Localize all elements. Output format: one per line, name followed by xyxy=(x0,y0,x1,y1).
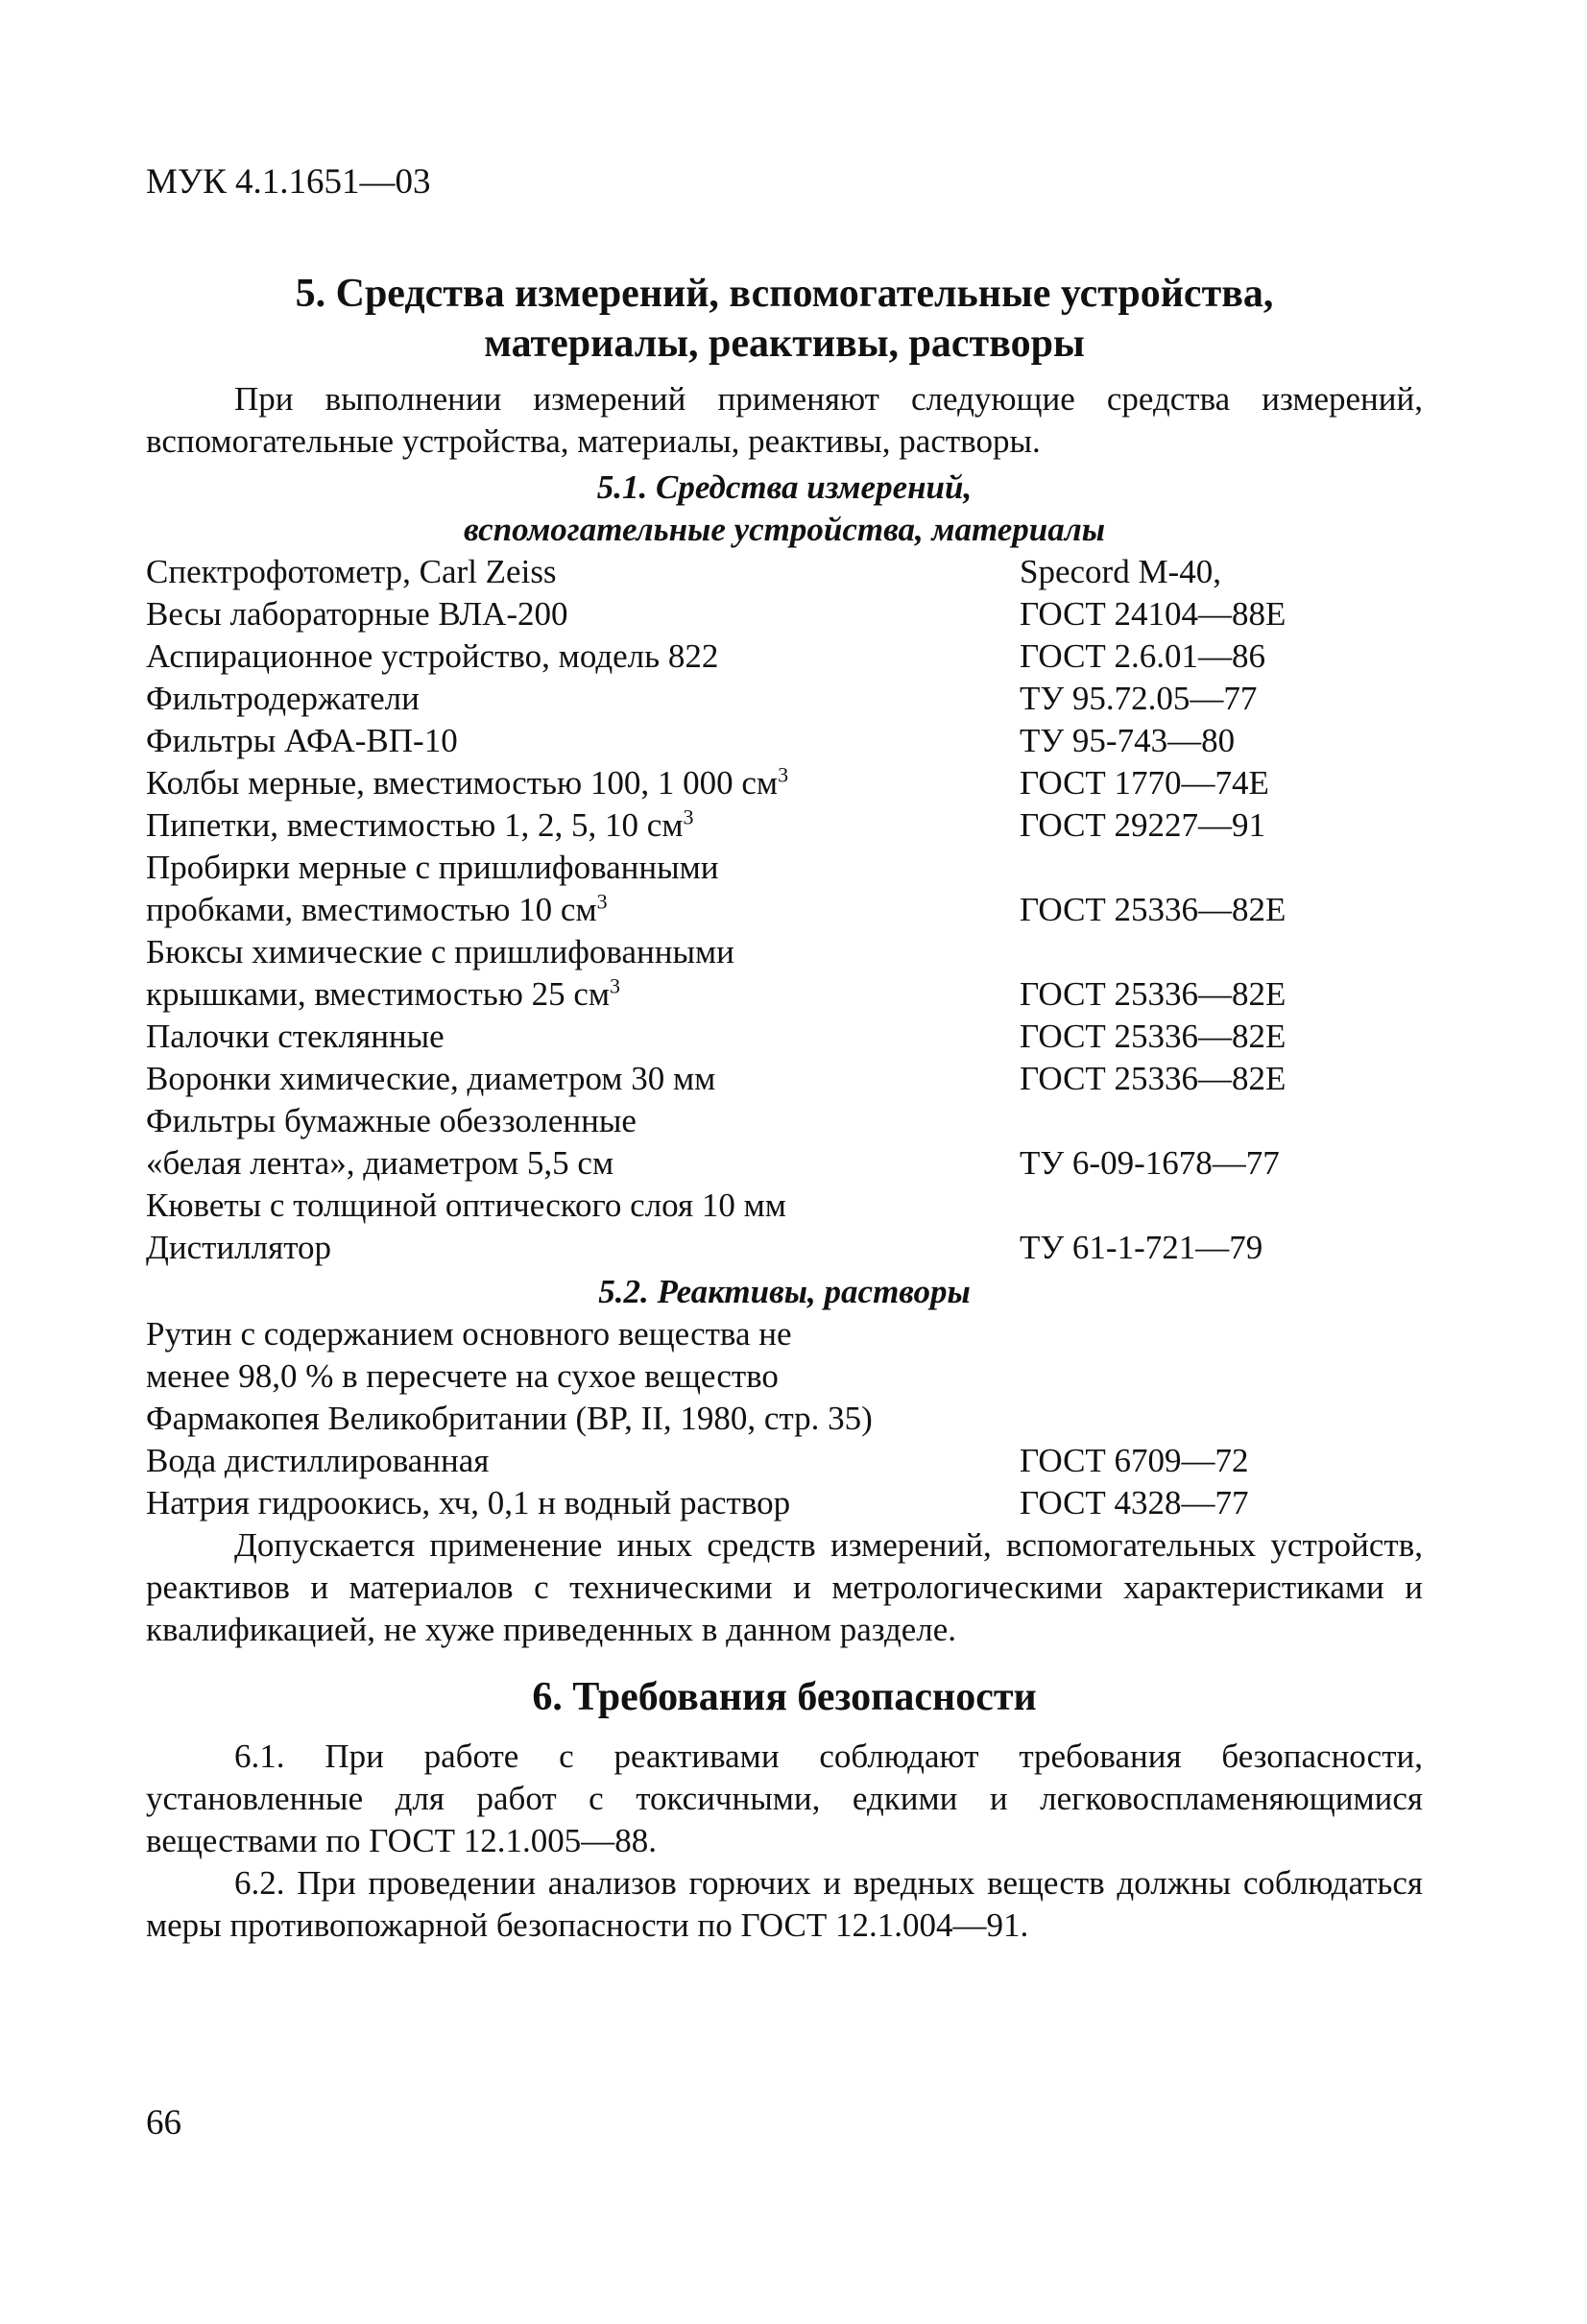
list-item xyxy=(146,593,1423,635)
list-item xyxy=(146,1142,1423,1185)
item-name: менее 98,0 % в пересчете на сухое вещество xyxy=(146,1357,779,1395)
superscript: 3 xyxy=(596,889,608,914)
item-standard: Specord M-40, xyxy=(1020,553,1221,590)
list-item xyxy=(146,1227,1423,1269)
list-item xyxy=(146,1355,1423,1398)
list-item xyxy=(146,1398,1423,1440)
page-content xyxy=(146,269,1423,1947)
item-standard: ГОСТ 25336—82Е xyxy=(1020,975,1286,1013)
item-standard: ТУ 61-1-721—79 xyxy=(1020,1229,1263,1266)
list-item xyxy=(146,1185,1423,1227)
equipment-list xyxy=(146,551,1423,1269)
item-name: Фильтры бумажные обеззоленные xyxy=(146,1102,637,1139)
item-name: Бюксы химические с пришлифованными xyxy=(146,933,734,970)
list-item xyxy=(146,1100,1423,1142)
item-standard: ГОСТ 2.6.01—86 xyxy=(1020,637,1266,675)
item-name: Фармакопея Великобритании (BP, II, 1980, стр. 35) xyxy=(146,1400,873,1437)
list-item xyxy=(146,720,1423,762)
section-5-title-line2: материалы, реактивы, растворы xyxy=(484,322,1085,366)
item-name: Фильтры АФА-ВП-10 xyxy=(146,722,458,759)
item-standard: ГОСТ 24104—88Е xyxy=(1020,595,1286,633)
list-item xyxy=(146,1440,1423,1482)
item-standard xyxy=(1020,931,1423,973)
reagents-list xyxy=(146,1313,1423,1524)
item-standard: ГОСТ 4328—77 xyxy=(1020,1484,1249,1521)
item-name: Пробирки мерные с пришлифованными xyxy=(146,849,719,886)
item-name: Аспирационное устройство, модель 822 xyxy=(146,637,719,675)
section-5-note: Допускается применение иных средств измерений, вспомогательных устройств, реактивов и материалов с техническими и метрологическими характеристиками и квалификацией, не хуже приведенных в данном разделе. xyxy=(146,1526,1423,1648)
item-name: Фильтродержатели xyxy=(146,680,420,717)
list-item xyxy=(146,678,1423,720)
item-standard: ГОСТ 25336—82Е xyxy=(1020,1018,1286,1055)
item-standard: ТУ 95-743—80 xyxy=(1020,722,1236,759)
item-name: Натрия гидроокись, хч, 0,1 н водный раствор xyxy=(146,1484,791,1521)
subsection-5-1-title xyxy=(146,467,1423,551)
list-item xyxy=(146,551,1423,593)
list-item xyxy=(146,889,1423,931)
item-name: Дистиллятор xyxy=(146,1229,332,1266)
item-name: Спектрофотометр, Carl Zeiss xyxy=(146,553,557,590)
item-standard: ГОСТ 29227—91 xyxy=(1020,806,1266,844)
item-name: крышками, вместимостью 25 $см^3$ xyxy=(146,973,621,1013)
item-standard xyxy=(1020,1185,1423,1227)
list-item xyxy=(146,762,1423,804)
list-item xyxy=(146,1482,1423,1524)
item-standard xyxy=(1020,1100,1423,1142)
section-5-title xyxy=(146,269,1423,369)
item-name: Вода дистиллированная xyxy=(146,1442,490,1479)
list-item xyxy=(146,635,1423,678)
superscript: 3 xyxy=(778,762,789,787)
item-standard: ТУ 6-09-1678—77 xyxy=(1020,1144,1280,1182)
item-name: Весы лабораторные ВЛА-200 xyxy=(146,595,568,633)
section-6-paragraph-2: 6.2. При проведении анализов горючих и вредных веществ должны соблюдаться меры противопожарной безопасности по ГОСТ 12.1.004—91. xyxy=(146,1864,1423,1944)
item-standard: ГОСТ 1770—74Е xyxy=(1020,764,1269,802)
item-name: Пипетки, вместимостью 1, 2, 5, 10 $см^3$ xyxy=(146,804,694,844)
item-standard xyxy=(1020,847,1423,889)
item-standard: ТУ 95.72.05—77 xyxy=(1020,680,1258,717)
subsection-5-1-title-line2: вспомогательные устройства, материалы xyxy=(463,511,1106,548)
item-name: Кюветы с толщиной оптического слоя 10 мм xyxy=(146,1186,786,1224)
item-name: «белая лента», диаметром 5,5 см xyxy=(146,1144,614,1182)
item-standard: ГОСТ 25336—82Е xyxy=(1020,1060,1286,1097)
list-item xyxy=(146,1058,1423,1100)
list-item xyxy=(146,973,1423,1016)
item-name: пробками, вместимостью 10 $см^3$ xyxy=(146,889,608,928)
item-name: Воронки химические, диаметром 30 мм xyxy=(146,1060,716,1097)
page-number: 66 xyxy=(146,2103,181,2143)
section-6-title: 6. Требования безопасности xyxy=(532,1675,1037,1719)
list-item xyxy=(146,1313,1423,1355)
superscript: 3 xyxy=(683,804,694,829)
item-standard: ГОСТ 25336—82Е xyxy=(1020,891,1286,928)
item-name: Рутин с содержанием основного вещества не xyxy=(146,1315,792,1353)
list-item xyxy=(146,931,1423,973)
list-item xyxy=(146,1016,1423,1058)
list-item xyxy=(146,804,1423,847)
subsection-5-1-title-line1: 5.1. Средства измерений, xyxy=(596,468,973,506)
item-standard: ГОСТ 6709—72 xyxy=(1020,1442,1249,1479)
section-6-paragraph-1: 6.1. При работе с реактивами соблюдают требования безопасности, установленные для работ с токсичными, едкими и легковоспламеняющимися веществами по ГОСТ 12.1.005—88. xyxy=(146,1737,1423,1859)
document-code-header: МУК 4.1.1651—03 xyxy=(146,162,431,202)
section-5-intro: При выполнении измерений применяют следующие средства измерений, вспомогательные устройства, материалы, реактивы, растворы. xyxy=(146,380,1423,460)
superscript: 3 xyxy=(610,973,621,998)
list-item xyxy=(146,847,1423,889)
section-5-title-line1: 5. Средства измерений, вспомогательные устройства, xyxy=(295,272,1274,316)
subsection-5-2-title: 5.2. Реактивы, растворы xyxy=(598,1273,971,1310)
item-name: Колбы мерные, вместимостью 100, 1 000 $см^3$ xyxy=(146,762,789,802)
item-name: Палочки стеклянные xyxy=(146,1018,445,1055)
